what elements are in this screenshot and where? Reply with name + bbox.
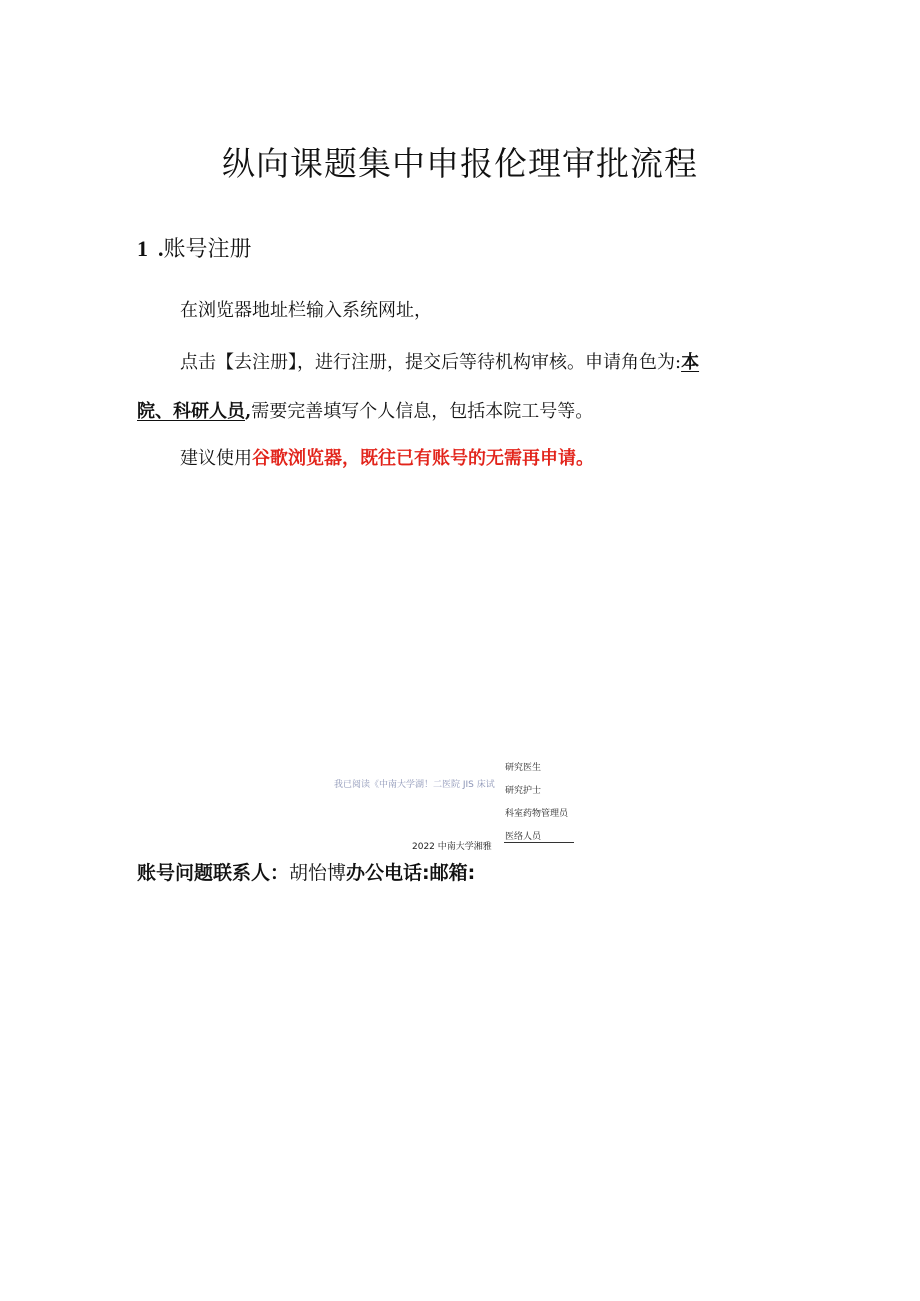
paragraph-browser-recommendation xyxy=(180,444,594,470)
personal-info-text: 需要完善填写个人信息，包括本院工号等。 xyxy=(251,401,594,422)
contact-person-label: 账号问题联系人： xyxy=(137,862,290,884)
role-option: 研究医生 xyxy=(505,763,542,773)
document-title: 纵向课题集中申报伦理审批流程 xyxy=(222,144,698,183)
role-options-list xyxy=(505,762,568,854)
role-comma: , xyxy=(245,401,252,422)
paragraph-enter-url: 在浏览器地址栏输入系统网址， xyxy=(180,300,432,321)
section-number: 1 xyxy=(137,236,148,261)
paragraph-register-instructions xyxy=(180,348,699,374)
browser-recommendation-prefix: 建议使用 xyxy=(180,448,252,469)
contact-person-name: 胡怡博 xyxy=(289,862,347,884)
role-highlight-part1: 本 xyxy=(681,352,700,373)
role-option: 医络人员 xyxy=(505,832,542,842)
embedded-registration-screenshot xyxy=(330,758,580,852)
role-option: 研究护士 xyxy=(505,786,542,796)
role-option: 科室药物管理员 xyxy=(505,809,569,819)
account-contact-line xyxy=(137,858,475,885)
office-phone-label: 办公电话: xyxy=(346,862,430,884)
paragraph-role-continuation xyxy=(137,397,593,423)
copyright-text: 2022 中南大学湘雅 xyxy=(412,842,492,852)
section-heading-text: 账号注册 xyxy=(163,237,252,262)
section-number-dot: . xyxy=(158,236,164,261)
agreement-text: 我已阅读《中南大学湖！二医院 JIS 床试 xyxy=(334,780,495,790)
role-highlight-part2: 院、科研人员 xyxy=(137,401,245,422)
section-heading-account-registration xyxy=(137,232,252,263)
role-list-divider xyxy=(504,842,574,843)
register-instructions-text: 点击【去注册】，进行注册，提交后等待机构审核。申请角色为: xyxy=(180,352,682,373)
email-label: 邮箱: xyxy=(429,862,476,884)
browser-recommendation-highlight: 谷歌浏览器，既往已有账号的无需再申请。 xyxy=(252,448,594,469)
